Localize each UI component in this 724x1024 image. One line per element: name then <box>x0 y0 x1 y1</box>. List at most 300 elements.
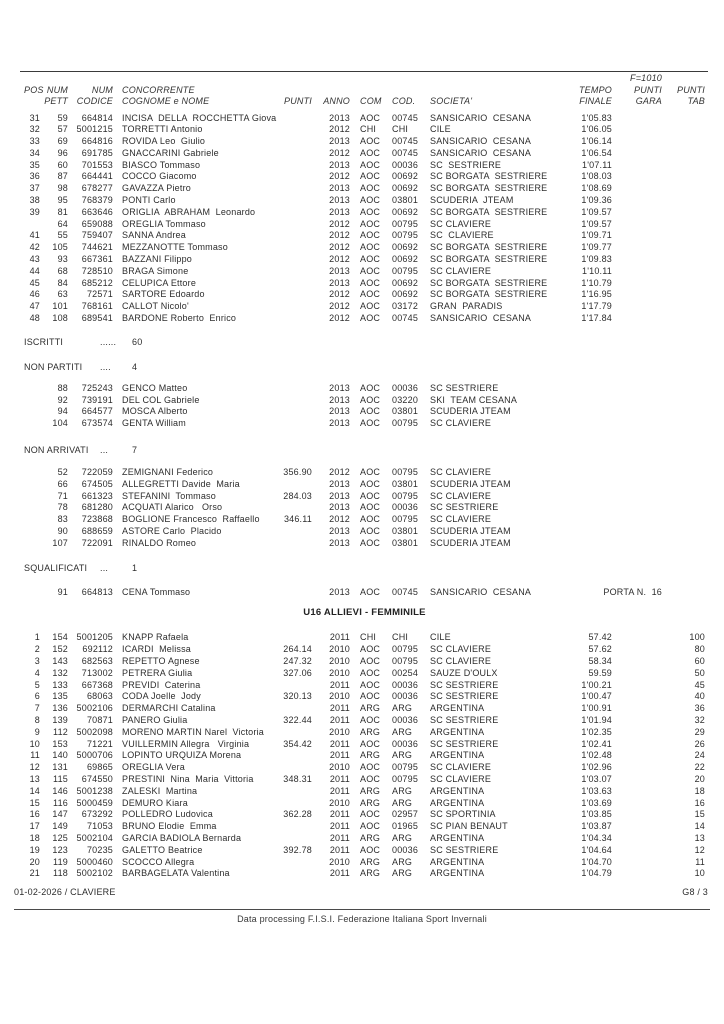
result-row <box>24 798 705 810</box>
cell-athlete-code: 5001215 <box>76 124 113 135</box>
cell-committee: ARG <box>360 797 381 808</box>
cell-committee: AOC <box>360 490 381 501</box>
cell-club-name: SCUDERIA JTEAM <box>430 406 511 417</box>
table-header-row-1 <box>24 85 705 97</box>
cell-pos: 2 <box>34 644 40 655</box>
cell-points <box>278 113 312 125</box>
cell-disqualification-note <box>565 750 705 762</box>
cell-disqualification-note <box>565 845 705 857</box>
cell-committee: AOC <box>360 844 381 855</box>
cell-club-name: SCUDERIA JTEAM <box>430 526 511 537</box>
cell-bib-number: 149 <box>52 821 68 832</box>
cell-athlete-name: PETRERA Giulia <box>122 667 193 678</box>
col-header-tempo: TEMPO <box>578 84 612 95</box>
f-factor-label: F=1010 <box>630 73 662 83</box>
cell-committee: AOC <box>360 265 381 276</box>
cell-final-time: 1'04.64 <box>581 844 612 855</box>
cell-club-name: ARGENTINA <box>430 832 485 843</box>
cell-athlete-code: 759407 <box>81 230 113 241</box>
cell-athlete-code: 5002106 <box>76 703 113 714</box>
cell-bib-number: 84 <box>57 277 68 288</box>
cell-athlete-code: 728510 <box>81 265 113 276</box>
footer-credit: Data processing F.I.S.I. Federazione Italiana Sport Invernali <box>237 914 487 924</box>
cell-disqualification-note <box>565 113 705 125</box>
result-row <box>24 301 705 313</box>
cell-bib-number: 101 <box>52 301 68 312</box>
cell-points <box>278 207 312 219</box>
cell-athlete-name: GAVAZZA Pietro <box>122 183 191 194</box>
cell-pos: 8 <box>34 714 40 725</box>
cell-athlete-name: OREGLIA Tommaso <box>122 218 206 229</box>
cell-points <box>278 406 312 418</box>
cell-club-code: 00036 <box>392 382 419 393</box>
cell-bib-number: 152 <box>52 644 68 655</box>
cell-club-name: ARGENTINA <box>430 856 485 867</box>
cell-points <box>278 868 312 880</box>
cell-birth-year: 2013 <box>329 394 350 405</box>
cell-birth-year: 2013 <box>329 183 350 194</box>
cell-committee: AOC <box>360 136 381 147</box>
cell-final-time: 57.42 <box>588 632 612 643</box>
result-row <box>24 148 705 160</box>
cell-athlete-name: CALLOT Nicolo' <box>122 301 189 312</box>
cell-pos <box>24 491 40 503</box>
cell-disqualification-note <box>565 680 705 692</box>
cell-pos <box>24 502 40 514</box>
cell-athlete-name: GALETTO Beatrice <box>122 844 203 855</box>
counter-iscritti <box>24 336 705 348</box>
cell-athlete-name: DEL COL Gabriele <box>122 394 200 405</box>
cell-bib-number: 63 <box>57 289 68 300</box>
cell-bib-number: 98 <box>57 183 68 194</box>
cell-final-time: 1'00.21 <box>581 679 612 690</box>
cell-bib-number: 136 <box>52 703 68 714</box>
cell-disqualification-note <box>565 644 705 656</box>
cell-athlete-name: POLLEDRO Ludovica <box>122 809 213 820</box>
result-row <box>24 289 705 301</box>
cell-committee: AOC <box>360 183 381 194</box>
result-row <box>24 278 705 290</box>
cell-final-time: 1'04.79 <box>581 868 612 879</box>
cell-tab-points: 29 <box>694 726 705 737</box>
cell-club-code: 03801 <box>392 406 419 417</box>
result-row <box>24 266 705 278</box>
cell-birth-year: 2013 <box>329 195 350 206</box>
cell-final-time: 1'03.85 <box>581 809 612 820</box>
cell-disqualification-note <box>565 219 705 231</box>
cell-athlete-code: 744621 <box>81 242 113 253</box>
result-row <box>24 254 705 266</box>
cell-final-time: 1'17.79 <box>581 301 612 312</box>
cell-tab-points: 100 <box>689 632 705 643</box>
cell-bib-number: 146 <box>52 785 68 796</box>
result-row <box>24 171 705 183</box>
cell-committee: AOC <box>360 586 381 597</box>
result-row <box>24 183 705 195</box>
cell-final-time: 1'03.07 <box>581 773 612 784</box>
footer-page-number: G8 / 3 <box>682 887 708 897</box>
cell-points <box>278 762 312 774</box>
cell-pos: 18 <box>29 832 40 843</box>
cell-birth-year: 2013 <box>329 418 350 429</box>
cell-bib-number: 69 <box>57 136 68 147</box>
cell-tab-points: 14 <box>694 821 705 832</box>
cell-committee: AOC <box>360 394 381 405</box>
cell-committee: ARG <box>360 785 381 796</box>
cell-club-name: SC CLAVIERE <box>430 514 492 525</box>
col-header-pos: POS <box>24 84 44 95</box>
cell-club-code: 00795 <box>392 644 419 655</box>
cell-final-time: 59.59 <box>588 667 612 678</box>
counter-value: 1 <box>132 562 138 573</box>
cell-tab-points: 36 <box>694 703 705 714</box>
cell-club-name: SC SESTRIERE <box>430 502 499 513</box>
cell-pos <box>24 219 40 231</box>
cell-club-name: SANSICARIO CESANA <box>430 112 532 123</box>
cell-club-code: 00692 <box>392 171 419 182</box>
cell-committee: AOC <box>360 644 381 655</box>
cell-bib-number: 135 <box>52 691 68 702</box>
table-header <box>24 73 705 108</box>
cell-final-time: 1'02.48 <box>581 750 612 761</box>
cell-points: 320.13 <box>283 691 312 702</box>
cell-club-name: SC CLAVIERE <box>430 644 492 655</box>
cell-final-time: 1'00.47 <box>581 691 612 702</box>
cell-tab-points: 18 <box>694 785 705 796</box>
cell-birth-year: 2013 <box>329 277 350 288</box>
cell-final-time: 1'06.14 <box>581 136 612 147</box>
cell-points <box>278 821 312 833</box>
cell-club-code: 03801 <box>392 478 419 489</box>
result-row <box>24 113 705 125</box>
cell-points: 362.28 <box>283 809 312 820</box>
result-row <box>24 739 705 751</box>
cell-disqualification-note <box>565 136 705 148</box>
cell-birth-year: 2012 <box>329 313 350 324</box>
cell-points <box>278 160 312 172</box>
non-arrivati-table <box>24 467 705 550</box>
result-row <box>24 136 705 148</box>
cell-club-name: CILE <box>430 124 451 135</box>
cell-athlete-name: OREGLIA Vera <box>122 762 185 773</box>
cell-birth-year: 2011 <box>329 714 350 725</box>
cell-pos: 34 <box>29 147 40 158</box>
cell-points <box>278 750 312 762</box>
cell-club-name: SC BORGATA SESTRIERE <box>430 289 548 300</box>
cell-pos: 10 <box>29 738 40 749</box>
cell-club-code: ARG <box>392 832 413 843</box>
cell-tab-points: 15 <box>694 809 705 820</box>
cell-pos: 19 <box>29 844 40 855</box>
cell-athlete-name: COCCO Giacomo <box>122 171 197 182</box>
cell-committee: ARG <box>360 856 381 867</box>
cell-pos <box>24 418 40 430</box>
cell-club-code: 00795 <box>392 218 419 229</box>
cell-disqualification-note <box>565 739 705 751</box>
cell-pos: 43 <box>29 254 40 265</box>
cell-pos <box>24 395 40 407</box>
cell-pos <box>24 383 40 395</box>
non-partiti-table <box>24 383 705 430</box>
cell-disqualification-note <box>565 727 705 739</box>
result-row <box>24 124 705 136</box>
cell-committee: AOC <box>360 656 381 666</box>
cell-committee: AOC <box>360 773 381 784</box>
cell-pos: 17 <box>29 821 40 832</box>
cell-final-time: 1'06.54 <box>581 147 612 158</box>
result-row <box>24 383 705 395</box>
cell-points <box>278 833 312 845</box>
cell-points <box>278 703 312 715</box>
cell-pos <box>24 526 40 538</box>
cell-birth-year: 2012 <box>329 467 350 478</box>
cell-club-code: 00745 <box>392 112 419 123</box>
result-row <box>24 845 705 857</box>
cell-club-name: SC PIAN BENAUT <box>430 821 508 832</box>
cell-athlete-code: 664814 <box>81 112 113 123</box>
cell-club-name: ARGENTINA <box>430 797 485 808</box>
results-table-female <box>24 632 705 880</box>
cell-athlete-code: 723868 <box>81 514 113 525</box>
cell-committee: ARG <box>360 703 381 714</box>
result-row <box>24 857 705 869</box>
cell-club-code: ARG <box>392 703 413 714</box>
cell-disqualification-note <box>565 821 705 833</box>
cell-bib-number: 119 <box>53 856 68 867</box>
cell-pos: 46 <box>29 289 40 300</box>
cell-athlete-name: ZEMIGNANI Federico <box>122 467 214 478</box>
cell-tab-points: 12 <box>694 844 705 855</box>
cell-points <box>278 278 312 290</box>
cell-tab-points: 45 <box>694 679 705 690</box>
cell-disqualification-note <box>565 491 705 503</box>
result-row <box>24 691 705 703</box>
cell-club-code: 00254 <box>392 667 419 678</box>
cell-birth-year: 2011 <box>329 832 350 843</box>
cell-disqualification-note <box>565 289 705 301</box>
cell-points <box>278 148 312 160</box>
cell-points <box>278 242 312 254</box>
cell-athlete-code: 659088 <box>81 218 113 229</box>
cell-birth-year: 2011 <box>329 679 350 690</box>
result-row <box>24 479 705 491</box>
cell-athlete-code: 674505 <box>81 478 113 489</box>
cell-athlete-code: 70871 <box>86 714 113 725</box>
cell-club-code: 00692 <box>392 289 419 300</box>
cell-tab-points: 50 <box>694 667 705 678</box>
cell-final-time: 1'17.84 <box>581 313 612 324</box>
cell-bib-number: 140 <box>52 750 68 761</box>
cell-pos <box>24 538 40 550</box>
cell-bib-number: 66 <box>57 478 68 489</box>
cell-bib-number: 81 <box>57 206 68 217</box>
result-row <box>24 644 705 656</box>
cell-committee: AOC <box>360 382 381 393</box>
cell-disqualification-note <box>565 418 705 430</box>
cell-points <box>278 502 312 514</box>
cell-bib-number: 78 <box>57 502 68 513</box>
result-row <box>24 395 705 407</box>
cell-athlete-name: BARBAGELATA Valentina <box>122 868 230 879</box>
cell-pos: 20 <box>29 856 40 867</box>
cell-disqualification-note <box>565 774 705 786</box>
cell-birth-year: 2011 <box>329 844 350 855</box>
cell-disqualification-note <box>565 160 705 172</box>
cell-committee: AOC <box>360 809 381 820</box>
cell-birth-year: 2011 <box>329 809 350 820</box>
cell-athlete-name: KNAPP Rafaela <box>122 632 189 643</box>
col-header-num: NUM <box>46 84 68 95</box>
cell-athlete-code: 72571 <box>86 289 113 300</box>
result-row <box>24 587 705 599</box>
cell-club-name: SC BORGATA SESTRIERE <box>430 183 548 194</box>
cell-committee: ARG <box>360 832 381 843</box>
cell-committee: AOC <box>360 206 381 217</box>
cell-points <box>278 301 312 313</box>
cell-points: 322.44 <box>283 714 312 725</box>
cell-club-code: 02957 <box>392 809 419 820</box>
cell-bib-number: 153 <box>52 738 68 749</box>
cell-athlete-name: SARTORE Edoardo <box>122 289 205 300</box>
cell-committee: AOC <box>360 406 381 417</box>
cell-pos <box>24 467 40 479</box>
cell-club-code: 00036 <box>392 714 419 725</box>
cell-points <box>278 587 312 599</box>
cell-final-time: 1'07.11 <box>582 159 612 170</box>
cell-committee: AOC <box>360 301 381 312</box>
cell-club-name: ARGENTINA <box>430 868 485 879</box>
cell-committee: CHI <box>360 124 377 135</box>
cell-points <box>278 727 312 739</box>
cell-final-time: 1'10.11 <box>582 265 612 276</box>
result-row <box>24 207 705 219</box>
cell-athlete-name: ICARDI Melissa <box>122 644 192 655</box>
cell-committee: ARG <box>360 726 381 737</box>
cell-club-code: 03220 <box>392 394 419 405</box>
cell-bib-number: 94 <box>57 406 68 417</box>
cell-club-code: 03801 <box>392 526 419 537</box>
cell-committee: AOC <box>360 714 381 725</box>
cell-athlete-code: 688659 <box>81 526 113 537</box>
cell-athlete-code: 661323 <box>81 490 113 501</box>
cell-pos: 45 <box>29 277 40 288</box>
cell-birth-year: 2013 <box>329 382 350 393</box>
cell-athlete-code: 685212 <box>81 277 113 288</box>
cell-bib-number: 108 <box>52 313 68 324</box>
cell-birth-year: 2013 <box>329 490 350 501</box>
cell-points <box>278 230 312 242</box>
cell-disqualification-note <box>565 183 705 195</box>
cell-birth-year: 2012 <box>329 124 350 135</box>
cell-birth-year: 2012 <box>329 230 350 241</box>
cell-athlete-name: BRUNO Elodie Emma <box>122 821 217 832</box>
cell-disqualification-note <box>565 195 705 207</box>
cell-birth-year: 2011 <box>329 773 350 784</box>
cell-athlete-name: BOGLIONE Francesco Raffaello <box>122 514 260 525</box>
cell-birth-year: 2010 <box>329 797 350 808</box>
cell-athlete-code: 682563 <box>81 656 113 666</box>
cell-athlete-code: 667368 <box>81 679 113 690</box>
cell-bib-number: 131 <box>52 762 68 773</box>
cell-club-code: 00795 <box>392 467 419 478</box>
cell-final-time: 1'04.34 <box>581 832 612 843</box>
cell-disqualification-note <box>565 278 705 290</box>
result-row <box>24 715 705 727</box>
counter-label: SQUALIFICATI <box>24 562 88 573</box>
footer-date-place: 01-02-2026 / CLAVIERE <box>14 887 116 897</box>
cell-points: 327.06 <box>283 667 312 678</box>
counter-dots: .... <box>100 361 111 372</box>
col-header-tab: TAB <box>687 96 705 106</box>
cell-final-time: 58.34 <box>588 656 612 666</box>
cell-bib-number: 112 <box>53 726 68 737</box>
cell-points <box>278 680 312 692</box>
cell-birth-year: 2013 <box>329 206 350 217</box>
cell-points: 348.31 <box>283 773 312 784</box>
result-row <box>24 632 705 644</box>
cell-club-name: GRAN PARADIS <box>430 301 503 312</box>
cell-disqualification-note <box>565 124 705 136</box>
result-row <box>24 406 705 418</box>
col-header-cognome-nome: COGNOME e NOME <box>122 96 210 106</box>
cell-committee: AOC <box>360 242 381 253</box>
cell-athlete-code: 664816 <box>81 136 113 147</box>
cell-athlete-code: 722059 <box>81 467 113 478</box>
result-row <box>24 786 705 798</box>
cell-final-time: 1'02.41 <box>581 738 612 749</box>
cell-club-name: ARGENTINA <box>430 750 485 761</box>
cell-athlete-code: 664813 <box>81 586 113 597</box>
cell-pos: 12 <box>29 762 40 773</box>
cell-club-name: SANSICARIO CESANA <box>430 313 532 324</box>
result-row <box>24 502 705 514</box>
cell-bib-number: 60 <box>57 159 68 170</box>
cell-club-code: ARG <box>392 750 413 761</box>
cell-club-code: ARG <box>392 726 413 737</box>
cell-athlete-name: CENA Tommaso <box>122 586 191 597</box>
cell-pos <box>24 406 40 418</box>
cell-club-name: SC SESTRIERE <box>430 159 502 170</box>
cell-tab-points: 11 <box>695 856 705 867</box>
cell-final-time: 1'03.87 <box>581 821 612 832</box>
cell-disqualification-note <box>565 786 705 798</box>
cell-final-time: 1'01.94 <box>581 714 612 725</box>
counter-value: 60 <box>132 336 143 347</box>
cell-club-code: 00745 <box>392 136 419 147</box>
cell-bib-number: 90 <box>57 526 68 537</box>
cell-athlete-code: 5002104 <box>76 832 113 843</box>
cell-club-name: SC BORGATA SESTRIERE <box>430 242 548 253</box>
cell-athlete-name: MEZZANOTTE Tommaso <box>122 242 228 253</box>
col-header-concorrente: CONCORRENTE <box>122 84 195 95</box>
cell-disqualification-note <box>565 148 705 160</box>
results-table-male <box>24 113 705 325</box>
cell-tab-points: 32 <box>694 714 705 725</box>
cell-points <box>278 798 312 810</box>
cell-birth-year: 2010 <box>329 691 350 702</box>
squalificati-table <box>24 587 705 599</box>
cell-points: 356.90 <box>283 467 312 478</box>
cell-athlete-code: 70235 <box>86 844 113 855</box>
cell-committee: AOC <box>360 159 381 170</box>
result-row <box>24 680 705 692</box>
cell-birth-year: 2010 <box>329 762 350 773</box>
cell-club-name: SC CLAVIERE <box>430 656 492 666</box>
cell-tab-points: 20 <box>694 773 705 784</box>
section-title-u16-femminile: U16 ALLIEVI - FEMMINILE <box>303 607 426 619</box>
cell-athlete-name: GENTA William <box>122 418 186 429</box>
result-row <box>24 491 705 503</box>
